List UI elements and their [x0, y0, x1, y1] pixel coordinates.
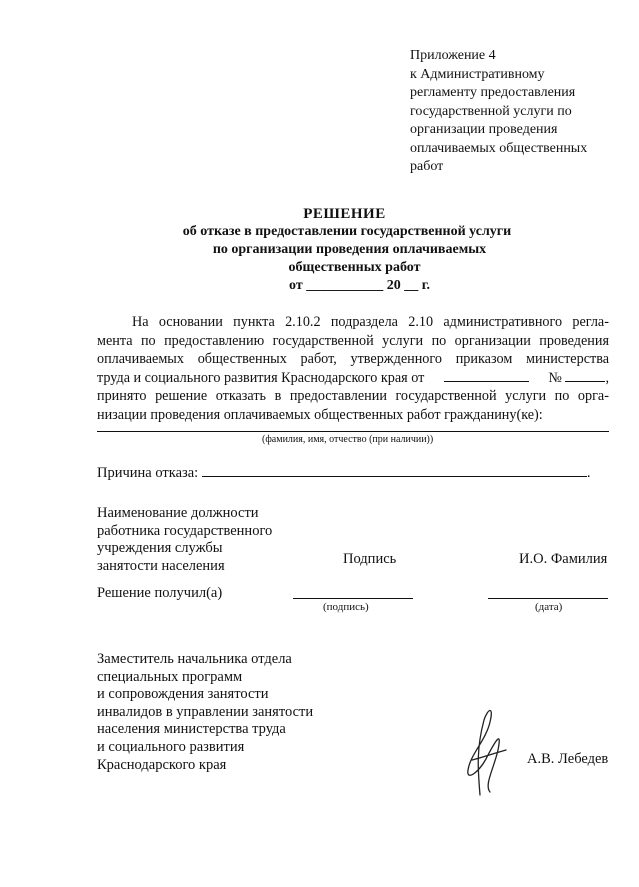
reason-end: . [586, 465, 591, 481]
body-word: в [274, 388, 282, 405]
body-word: На [132, 314, 149, 330]
body-word: по [554, 388, 570, 405]
fio-caption: (фамилия, имя, отчество (при наличии)) [262, 434, 434, 445]
body-line [97, 406, 609, 425]
appendix-line: к Административному [410, 66, 545, 82]
date-blank: ___________ [306, 278, 384, 293]
body-word: основании [158, 314, 223, 330]
body-word: утвержденного [350, 351, 442, 368]
body-word: государственной [272, 332, 374, 349]
position-line: работника государственного [97, 522, 273, 539]
position-line: занятости населения [97, 557, 225, 574]
body-word: общественных [197, 351, 287, 368]
order-number-blank [565, 369, 605, 382]
body-word: приказом [455, 351, 513, 368]
received-date-line [488, 598, 608, 599]
body-line-4-text: труда и социального развития Краснодарского края от [97, 369, 425, 386]
title-date [0, 277, 639, 295]
name-label: И.О. Фамилия [519, 551, 608, 567]
deputy-line: и сопровождения занятости [97, 686, 269, 703]
date-year: 20 __ г. [386, 278, 430, 293]
handwritten-signature [450, 700, 520, 800]
appendix-line: регламенту предоставления [410, 85, 576, 100]
body-line: труда и социального развития Краснодарского края от № , [97, 369, 609, 386]
reason-blank [202, 464, 587, 477]
body-word: по [140, 332, 156, 349]
title-line-1: об отказе в предоставлении государственной услуги [182, 224, 512, 239]
body-word: предоставлении [289, 388, 387, 405]
body-word: подраздела [330, 314, 398, 330]
deputy-line: Заместитель начальника отдела [97, 651, 292, 667]
body-word: регла- [572, 314, 609, 330]
body-word: пункта [233, 314, 275, 330]
body-word: услуги [505, 388, 547, 405]
appendix-note [410, 47, 625, 177]
decision-body [97, 313, 609, 425]
body-word: работ, [300, 351, 337, 368]
appendix-line: работ [410, 159, 444, 174]
deputy-line: и социального развития [97, 738, 245, 755]
refusal-reason [97, 464, 590, 482]
received-signature-caption: (подпись) [323, 601, 369, 613]
body-word: оплачиваемых [97, 351, 184, 368]
body-word: отказать [215, 388, 267, 405]
position-line: Наименование должности [97, 505, 259, 521]
body-line-6-text: низации проведения оплачиваемых общественных работ гражданину(ке): [97, 406, 543, 423]
employee-position [97, 505, 272, 575]
received-signature-line [293, 598, 413, 599]
number-sign: № [548, 369, 562, 386]
reason-label: Причина отказа: [97, 465, 199, 481]
body-word: государственной [395, 388, 497, 405]
received-label: Решение получил(а) [97, 585, 223, 601]
body-word: проведения [539, 332, 609, 349]
appendix-line: Приложение 4 [410, 48, 496, 63]
date-prefix: от [289, 278, 303, 293]
deputy-line: населения министерства труда [97, 721, 286, 738]
body-line [97, 387, 609, 406]
body-word: предоставлению [164, 332, 265, 349]
body-word: по [431, 332, 447, 349]
signer-name: А.В. Лебедев [527, 751, 609, 767]
order-date-blank [444, 369, 529, 382]
body-line [97, 332, 609, 351]
document-title [0, 205, 639, 295]
fio-line [97, 431, 609, 432]
body-word: орга- [577, 388, 609, 405]
title-heading: РЕШЕНИЕ [303, 206, 386, 222]
appendix-line: оплачиваемых общественных [410, 140, 588, 156]
body-word: мента [97, 332, 133, 349]
body-line [97, 350, 609, 369]
body-line [97, 313, 609, 332]
body-word: организации [454, 332, 531, 349]
deputy-line: инвалидов в управлении занятости [97, 703, 314, 720]
signature-label: Подпись [343, 551, 397, 567]
body-word: 2.10.2 [285, 314, 321, 330]
deputy-line: специальных программ [97, 668, 243, 685]
title-line-2: по организации проведения оплачиваемых [212, 242, 487, 257]
body-word: административного [443, 314, 563, 330]
body-word: услуги [382, 332, 424, 349]
body-word: министерства [526, 351, 609, 368]
received-date-caption: (дата) [535, 601, 563, 613]
appendix-line: организации проведения [410, 122, 558, 137]
title-line-3: общественных работ [288, 260, 421, 275]
body-word: 2.10 [408, 314, 434, 330]
appendix-line: государственной услуги по [410, 103, 572, 119]
deputy-position [97, 651, 313, 774]
body-word: решение [155, 388, 208, 405]
deputy-line: Краснодарского края [97, 756, 227, 773]
body-word: принято [97, 388, 147, 405]
position-line: учреждения службы [97, 540, 223, 556]
